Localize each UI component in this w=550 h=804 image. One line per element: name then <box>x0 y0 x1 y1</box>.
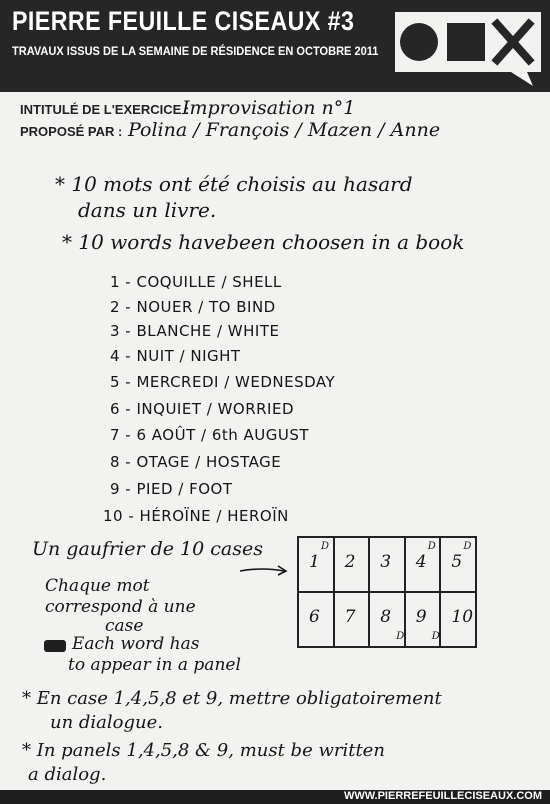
grid-note-fr-line-1: Chaque mot <box>45 576 150 596</box>
cell-number: 8 <box>380 606 392 627</box>
grid-note-en-line-2: to appear in a panel <box>68 655 241 675</box>
page-subtitle: TRAVAUX ISSUS DE LA SEMAINE DE RÉSIDENCE EN OCTOBRE 2011 <box>12 44 379 58</box>
cell-number: 4 <box>415 551 427 572</box>
grid-cell <box>298 537 334 592</box>
list-item: 5 - MERCREDI / WEDNESDAY <box>110 373 336 391</box>
list-item: 7 - 6 AOÛT / 6th AUGUST <box>110 426 310 444</box>
intro-fr-line-1: * 10 mots ont été choisis au hasard <box>55 172 413 196</box>
square-icon <box>447 23 485 61</box>
dialog-mark: D <box>463 541 472 552</box>
exercise-label: INTITULÉ DE L'EXERCICE : <box>20 102 190 117</box>
rule-en-line-2: a dialog. <box>28 764 107 785</box>
header-banner <box>0 0 550 92</box>
dialog-mark: D <box>431 631 440 642</box>
list-item: 1 - COQUILLE / SHELL <box>110 273 282 291</box>
scribble-mark <box>44 640 66 652</box>
grid-caption: Un gaufrier de 10 cases <box>32 538 263 560</box>
rule-fr-line-2: un dialogue. <box>50 712 164 733</box>
rule-en-line-1: * In panels 1,4,5,8 & 9, must be written <box>22 740 385 761</box>
grid-note-en-line-1: Each word has <box>72 634 200 654</box>
proposed-value: Polina / François / Mazen / Anne <box>128 119 441 141</box>
grid-note-fr-line-2: correspond à une <box>45 597 196 617</box>
proposed-label: PROPOSÉ PAR : <box>20 124 123 139</box>
cell-number: 6 <box>309 606 320 627</box>
cell-number: 3 <box>380 551 392 572</box>
grid-cell <box>298 592 334 647</box>
cell-number: 10 <box>451 606 474 627</box>
arrow-right-icon <box>238 560 290 578</box>
panel-grid <box>297 536 477 648</box>
logo <box>393 10 543 88</box>
rule-fr-line-1: * En case 1,4,5,8 et 9, mettre obligatoirement <box>22 688 442 709</box>
grid-cell <box>334 592 370 647</box>
grid-cell <box>369 592 405 647</box>
grid-cell <box>334 537 370 592</box>
intro-en-line: * 10 words havebeen choosen in a book <box>62 230 465 254</box>
intro-fr-line-2: dans un livre. <box>78 198 217 222</box>
grid-cell <box>440 592 476 647</box>
list-item: 9 - PIED / FOOT <box>110 480 233 498</box>
dialog-mark: D <box>321 541 330 552</box>
cell-number: 7 <box>344 606 356 627</box>
cell-number: 9 <box>415 606 427 627</box>
cell-number: 5 <box>451 551 463 572</box>
grid-cell <box>440 537 476 592</box>
grid-cell <box>369 537 405 592</box>
list-item: 10 - HÉROÏNE / HEROÏN <box>103 507 289 525</box>
grid-cell <box>405 537 441 592</box>
cell-number: 1 <box>309 551 320 572</box>
list-item: 4 - NUIT / NIGHT <box>110 347 241 365</box>
exercise-value: Improvisation n°1 <box>182 97 356 119</box>
list-item: 2 - NOUER / TO BIND <box>110 298 276 316</box>
dialog-mark: D <box>427 541 436 552</box>
list-item: 8 - OTAGE / HOSTAGE <box>110 453 282 471</box>
grid-cell <box>405 592 441 647</box>
grid-note-fr-line-3: case <box>105 616 144 636</box>
page-title: PIERRE FEUILLE CISEAUX #3 <box>12 6 355 36</box>
circle-icon <box>400 23 438 61</box>
dialog-mark: D <box>396 631 405 642</box>
cell-number: 2 <box>344 551 356 572</box>
footer-url[interactable]: WWW.PIERREFEUILLECISEAUX.COM <box>344 790 542 802</box>
list-item: 6 - INQUIET / WORRIED <box>110 400 295 418</box>
list-item: 3 - BLANCHE / WHITE <box>110 322 280 340</box>
